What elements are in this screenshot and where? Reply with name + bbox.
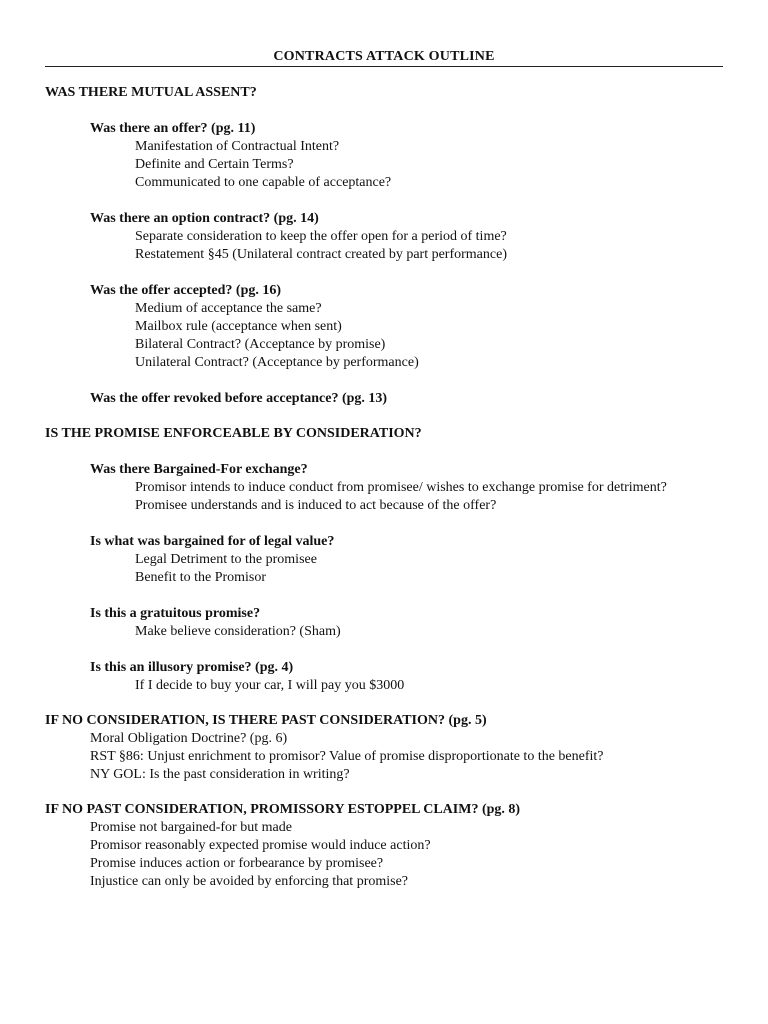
subsection-heading: Was the offer accepted? (pg. 16) xyxy=(90,283,282,298)
outline-item: Restatement §45 (Unilateral contract created by part performance) xyxy=(135,247,507,262)
outline-subsection-offer-accepted xyxy=(90,282,735,372)
outline-item: Promise not bargained-for but made xyxy=(90,820,292,835)
subsection-heading: Is this an illusory promise? (pg. 4) xyxy=(90,660,294,675)
outline-item: Make believe consideration? (Sham) xyxy=(135,624,341,639)
outline-item: Definite and Certain Terms? xyxy=(135,157,294,172)
section-heading: IF NO PAST CONSIDERATION, PROMISSORY ESTOPPEL CLAIM? (pg. 8) xyxy=(45,802,521,817)
outline-subsection-illusory xyxy=(90,659,735,695)
outline-section-mutual-assent xyxy=(45,84,735,408)
outline-subsection-option-contract xyxy=(90,210,735,264)
outline-section-consideration xyxy=(45,425,735,695)
outline-item: Promisor intends to induce conduct from promisee/ wishes to exchange promise for detriment? xyxy=(135,480,667,495)
outline-section-past-consideration xyxy=(45,712,735,784)
outline-item: Medium of acceptance the same? xyxy=(135,301,322,316)
outline-subsection-gratuitous xyxy=(90,605,735,641)
page-title: CONTRACTS ATTACK OUTLINE xyxy=(273,49,495,64)
outline-item: NY GOL: Is the past consideration in writing? xyxy=(90,767,350,782)
outline-subsection-legal-value xyxy=(90,533,735,587)
outline-item: Promisor reasonably expected promise would induce action? xyxy=(90,838,431,853)
subsection-heading: Was the offer revoked before acceptance? (pg. 13) xyxy=(90,391,388,406)
outline-section-promissory-estoppel xyxy=(45,801,735,891)
outline-item: RST §86: Unjust enrichment to promisor? Value of promise disproportionate to the benefit? xyxy=(90,749,604,764)
section-heading: WAS THERE MUTUAL ASSENT? xyxy=(45,85,257,100)
outline-item: Manifestation of Contractual Intent? xyxy=(135,139,340,154)
subsection-heading: Was there Bargained-For exchange? xyxy=(90,462,308,477)
section-heading: IS THE PROMISE ENFORCEABLE BY CONSIDERATION? xyxy=(45,426,422,441)
outline-item: Mailbox rule (acceptance when sent) xyxy=(135,319,342,334)
title-underline xyxy=(45,66,723,67)
subsection-heading: Is this a gratuitous promise? xyxy=(90,606,261,621)
outline-body xyxy=(45,84,735,908)
section-heading: IF NO CONSIDERATION, IS THERE PAST CONSIDERATION? (pg. 5) xyxy=(45,713,487,728)
outline-item: Promise induces action or forbearance by promisee? xyxy=(90,856,384,871)
outline-item: If I decide to buy your car, I will pay you $3000 xyxy=(135,678,405,693)
outline-item: Legal Detriment to the promisee xyxy=(135,552,317,567)
outline-item: Injustice can only be avoided by enforcing that promise? xyxy=(90,874,409,889)
outline-subsection-bargained-for xyxy=(90,461,735,515)
outline-item: Separate consideration to keep the offer open for a period of time? xyxy=(135,229,507,244)
outline-subsection-offer xyxy=(90,120,735,192)
outline-item: Promisee understands and is induced to act because of the offer? xyxy=(135,498,497,513)
outline-item: Communicated to one capable of acceptance? xyxy=(135,175,392,190)
subsection-heading: Is what was bargained for of legal value? xyxy=(90,534,335,549)
outline-item: Benefit to the Promisor xyxy=(135,570,267,585)
outline-item: Unilateral Contract? (Acceptance by performance) xyxy=(135,355,419,370)
subsection-heading: Was there an option contract? (pg. 14) xyxy=(90,211,319,226)
outline-item: Bilateral Contract? (Acceptance by promise) xyxy=(135,337,386,352)
outline-item: Moral Obligation Doctrine? (pg. 6) xyxy=(90,731,288,746)
subsection-heading: Was there an offer? (pg. 11) xyxy=(90,121,256,136)
outline-subsection-offer-revoked xyxy=(90,390,735,408)
